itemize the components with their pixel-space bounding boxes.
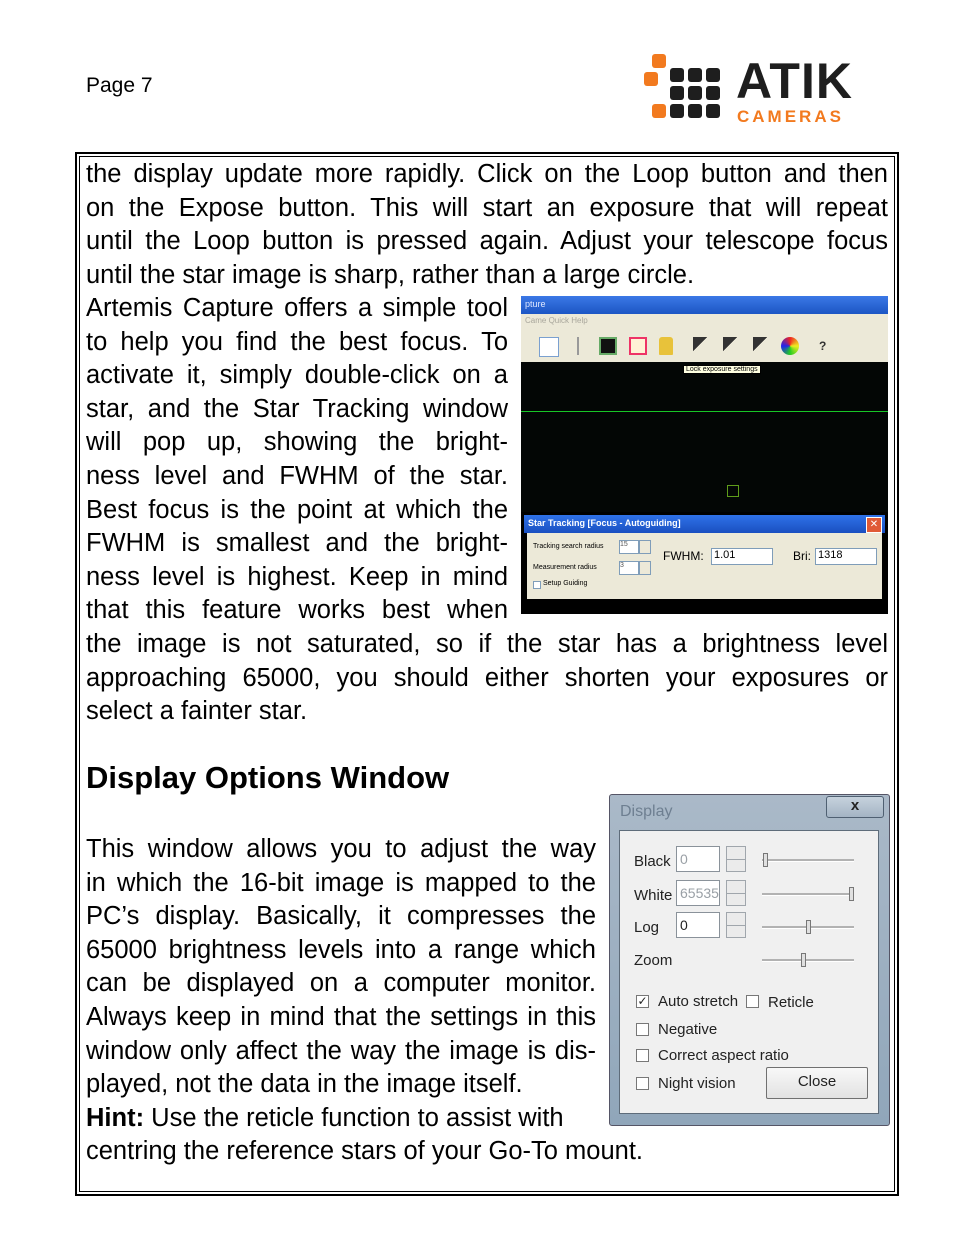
p1-line: until the Loop button is pressed again. Adjust your telescope focus [86, 227, 888, 256]
separator-icon [577, 337, 579, 355]
open-icon[interactable] [539, 337, 559, 357]
setup-guiding-checkbox[interactable] [533, 581, 541, 589]
telescope-icon[interactable] [753, 337, 771, 355]
white-slider[interactable] [762, 893, 854, 896]
p1-line: the display update more rapidly. Click on the Loop button and then [86, 160, 888, 188]
p3-line: select a fainter star. [86, 697, 308, 726]
spinner-icon[interactable] [639, 540, 651, 554]
close-icon[interactable]: x [826, 796, 884, 818]
paragraph-1 [86, 158, 888, 292]
black-input[interactable]: 0 [676, 846, 720, 872]
night-vision-checkbox[interactable] [636, 1077, 649, 1090]
p2-line: that this feature works best when [86, 596, 508, 625]
star-tracking-title: Star Tracking [Focus - Autoguiding] [528, 518, 681, 528]
fwhm-label: FWHM: [663, 549, 704, 563]
night-vision-label: Night vision [658, 1075, 736, 1092]
auto-stretch-checkbox[interactable]: ✓ [637, 994, 648, 1008]
black-spinner[interactable] [726, 846, 746, 872]
p2-line: star, and the Star Tracking window [86, 394, 508, 423]
reticle-line [521, 411, 888, 412]
brightness-value: 1318 [815, 548, 877, 565]
p2-line: Artemis Capture offers a simple tool [86, 294, 508, 322]
correct-aspect-checkbox[interactable] [636, 1049, 649, 1062]
reticle-label: Reticle [768, 994, 814, 1011]
spinner-icon[interactable] [639, 561, 651, 575]
telescope-icon[interactable] [723, 337, 741, 355]
paragraph-4 [86, 833, 596, 1135]
log-input[interactable]: 0 [676, 912, 720, 938]
p4-line: PC’s display. Basically, it compresses the [86, 902, 596, 931]
black-slider[interactable] [762, 859, 854, 862]
capture-title: pture [525, 299, 546, 309]
brightness-label: Bri: [793, 549, 811, 563]
section-title: Display Options Window [86, 760, 450, 795]
p4-line: 65000 brightness levels into a range which [86, 935, 596, 964]
fwhm-value: 1.01 [711, 548, 773, 565]
white-spinner[interactable] [726, 880, 746, 906]
log-label: Log [634, 919, 660, 936]
close-icon[interactable]: ✕ [866, 517, 882, 533]
expose-icon[interactable] [599, 337, 617, 355]
p4-line: can be displayed on a computer monitor. [86, 969, 596, 998]
paragraph-2 [86, 292, 508, 628]
help-icon[interactable]: ? [819, 339, 827, 353]
p1-line: until the star image is sharp, rather than a large circle. [86, 260, 695, 289]
reticle-checkbox[interactable] [746, 995, 759, 1008]
capture-titlebar [521, 296, 888, 314]
star-tracking-body [527, 533, 882, 599]
setup-guiding-label: Setup Guiding [543, 580, 588, 587]
zoom-slider-thumb[interactable] [801, 953, 806, 967]
p3-line: the image is not saturated, so if the star has a brightness level [86, 630, 888, 658]
search-radius-label: Tracking search radius [533, 543, 604, 550]
capture-menu[interactable]: Came Quick Help [525, 316, 588, 325]
black-label: Black [634, 853, 671, 870]
p1-line: on the Expose button. This will start an exposure that will repeat [86, 193, 888, 222]
measure-radius-label: Measurement radius [533, 564, 597, 571]
lock-tooltip: Lock exposure settings [683, 365, 761, 374]
color-wheel-icon[interactable] [781, 337, 799, 355]
white-label: White [634, 887, 673, 904]
p2-line: ness level is highest. Keep in mind [86, 562, 508, 591]
telescope-icon[interactable] [693, 337, 711, 355]
correct-aspect-label: Correct aspect ratio [658, 1047, 789, 1064]
measure-radius-input[interactable]: 3 [619, 561, 639, 575]
p3-line: approaching 65000, you should either shorten your exposures or [86, 663, 888, 692]
display-panel [619, 830, 879, 1114]
display-title: Display [620, 803, 673, 820]
capture-image-area[interactable] [521, 362, 888, 512]
log-slider-thumb[interactable] [806, 920, 811, 934]
zoom-label: Zoom [634, 952, 673, 969]
p2-line: ness level and FWHM of the star. [86, 461, 508, 490]
loop-icon[interactable] [629, 337, 647, 355]
negative-label: Negative [658, 1021, 718, 1038]
star-tracking-titlebar [524, 515, 885, 533]
hint-label: Hint: [86, 1103, 145, 1132]
logo-subtitle: CAMERAS [737, 107, 844, 126]
p4-line: played, not the data in the image itself. [86, 1070, 523, 1099]
capture-screenshot [521, 296, 888, 614]
white-input[interactable]: 65535 [676, 880, 720, 906]
paragraph-3 [86, 628, 888, 729]
p4-line: This window allows you to adjust the way [86, 835, 596, 863]
p2-line: activate it, simply double-click on a [86, 361, 508, 390]
hint-line [86, 1102, 596, 1136]
black-slider-thumb[interactable] [763, 853, 768, 867]
log-spinner[interactable] [726, 912, 746, 938]
page-number: Page 7 [86, 74, 153, 97]
search-radius-input[interactable]: 15 [619, 540, 639, 554]
auto-stretch-label: Auto stretch [658, 993, 739, 1010]
p4-line: Always keep in mind that the settings in this [86, 1002, 596, 1031]
capture-toolbar [521, 328, 888, 363]
zoom-slider[interactable] [762, 959, 854, 962]
negative-checkbox[interactable] [636, 1023, 649, 1036]
star-target [727, 485, 739, 497]
lock-icon[interactable] [659, 337, 673, 355]
hint-text: Use the reticle function to assist with [144, 1103, 564, 1132]
p2-line: to help you find the best focus. To [86, 327, 508, 356]
p2-line: will pop up, showing the bright- [86, 428, 508, 457]
p2-line: Best focus is the point at which the [86, 495, 508, 524]
last-line: centring the reference stars of your Go-To mount. [86, 1137, 644, 1165]
close-button[interactable]: Close [766, 1067, 868, 1099]
atik-logo [640, 50, 860, 130]
p2-line: FWHM is smallest and the bright- [86, 529, 508, 558]
capture-menubar[interactable] [521, 314, 888, 328]
white-slider-thumb[interactable] [849, 887, 854, 901]
display-window [609, 794, 890, 1126]
logo-word: ATIK [736, 53, 853, 109]
p4-line: in which the 16-bit image is mapped to the [86, 868, 596, 897]
p4-line: window only affect the way the image is dis- [86, 1036, 596, 1065]
